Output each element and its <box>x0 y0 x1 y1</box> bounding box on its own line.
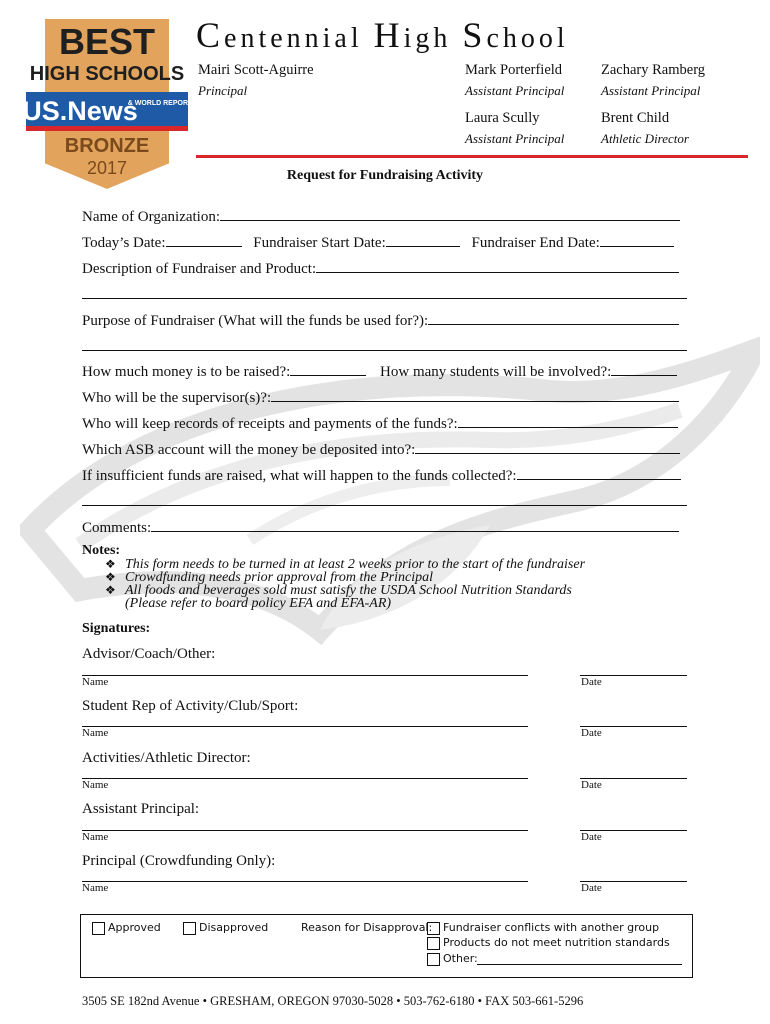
account-label: Which ASB account will the money be deposited into?: <box>82 442 416 458</box>
name-caption: Name <box>82 727 109 739</box>
insufficient-field-line-2[interactable] <box>82 505 687 506</box>
signatures-heading: Signatures: <box>82 621 151 636</box>
staff-athletic-director <box>601 110 689 147</box>
students-label: How many students will be involved?: <box>380 364 612 380</box>
approved-checkbox[interactable] <box>92 922 105 935</box>
date-caption: Date <box>581 676 602 688</box>
money-students-row <box>82 361 677 381</box>
records-label: Who will keep records of receipts and payments of the funds?: <box>82 416 458 432</box>
account-row <box>82 439 680 459</box>
badge-high-schools-text: HIGH SCHOOLS <box>29 63 185 85</box>
school-name-initial-s: S <box>462 15 487 55</box>
reason-other-field[interactable] <box>477 964 682 965</box>
note-item: ❖ Crowdfunding needs prior approval from the Principal <box>105 570 433 585</box>
notes-heading: Notes: <box>82 543 121 558</box>
signature-role-label: Activities/Athletic Director: <box>82 750 251 766</box>
date-caption: Date <box>581 882 602 894</box>
diamond-bullet-icon: ❖ <box>105 583 116 597</box>
purpose-field-line-2[interactable] <box>82 350 687 351</box>
signature-name-line[interactable] <box>82 675 528 676</box>
staff-name: Mairi Scott-Aguirre <box>198 62 314 78</box>
staff-principal <box>198 62 314 99</box>
comments-label: Comments: <box>82 520 152 536</box>
note-item: ❖ All foods and beverages sold must satisfy the USDA School Nutrition Standards <box>105 583 572 598</box>
signature-name-line[interactable] <box>82 726 528 727</box>
staff-role: Principal <box>198 83 248 98</box>
comments-field[interactable] <box>151 517 679 532</box>
description-label: Description of Fundraiser and Product: <box>82 261 317 277</box>
staff-assistant-principal-1 <box>465 62 564 99</box>
form-title: Request for Fundraising Activity <box>286 168 484 183</box>
name-caption: Name <box>82 882 109 894</box>
header-divider <box>196 155 748 158</box>
note-item: ❖ This form needs to be turned in at least 2 weeks prior to the start of the fundraiser <box>105 557 586 572</box>
signature-role-label: Assistant Principal: <box>82 801 200 817</box>
supervisor-field[interactable] <box>271 387 679 402</box>
school-name <box>196 14 569 56</box>
staff-assistant-principal-2 <box>601 62 705 99</box>
insufficient-row <box>82 465 681 485</box>
badge-tier-text: BRONZE <box>64 135 150 157</box>
name-caption: Name <box>82 676 109 688</box>
staff-name: Laura Scully <box>465 110 540 126</box>
staff-role: Assistant Principal <box>465 131 565 146</box>
disapproved-checkbox[interactable] <box>183 922 196 935</box>
school-name-part-igh: igh <box>403 23 463 54</box>
start-date-field[interactable] <box>386 232 460 247</box>
footer-address: 3505 SE 182nd Avenue • GRESHAM, OREGON 97030-5028 • 503-762-6180 • FAX 503-661-5296 <box>82 994 584 1008</box>
org-name-field[interactable] <box>220 206 680 221</box>
signature-role-label: Student Rep of Activity/Club/Sport: <box>82 698 299 714</box>
best-high-schools-badge <box>22 14 192 194</box>
today-date-label: Today’s Date: <box>82 235 166 251</box>
start-date-label: Fundraiser Start Date: <box>253 235 386 251</box>
staff-assistant-principal-3 <box>465 110 564 147</box>
name-caption: Name <box>82 779 109 791</box>
badge-brand-text: US.News <box>22 96 138 126</box>
today-date-field[interactable] <box>166 232 242 247</box>
org-name-label: Name of Organization: <box>82 209 221 225</box>
dates-row <box>82 232 674 252</box>
reason-conflict-label: Fundraiser conflicts with another group <box>443 921 660 934</box>
purpose-field[interactable] <box>428 310 679 325</box>
reason-other-checkbox[interactable] <box>427 953 440 966</box>
diamond-bullet-icon: ❖ <box>105 557 116 571</box>
comments-row <box>82 517 679 537</box>
date-caption: Date <box>581 727 602 739</box>
staff-role: Assistant Principal <box>601 83 701 98</box>
supervisor-label: Who will be the supervisor(s)?: <box>82 390 272 406</box>
signature-role-label: Advisor/Coach/Other: <box>82 646 216 662</box>
insufficient-label: If insufficient funds are raised, what will happen to the funds collected?: <box>82 468 517 484</box>
signature-name-line[interactable] <box>82 830 528 831</box>
insufficient-field[interactable] <box>517 465 681 480</box>
description-field-line-2[interactable] <box>82 298 687 299</box>
staff-role: Assistant Principal <box>465 83 565 98</box>
org-name-row <box>82 206 680 226</box>
supervisor-row <box>82 387 679 407</box>
signature-role-label: Principal (Crowdfunding Only): <box>82 853 276 869</box>
purpose-label: Purpose of Fundraiser (What will the funds be used for?): <box>82 313 429 329</box>
school-name-initial-c: C <box>196 15 225 55</box>
badge-best-text: BEST <box>58 21 156 62</box>
date-caption: Date <box>581 779 602 791</box>
money-label: How much money is to be raised?: <box>82 364 291 380</box>
reason-nutrition-label: Products do not meet nutrition standards <box>443 936 670 949</box>
end-date-label: Fundraiser End Date: <box>471 235 600 251</box>
approved-label: Approved <box>108 921 161 934</box>
badge-brand-sub-text: & WORLD REPORT <box>127 100 192 107</box>
records-field[interactable] <box>458 413 678 428</box>
purpose-row <box>82 310 679 330</box>
school-name-part-chool: chool <box>486 23 569 54</box>
records-row <box>82 413 678 433</box>
signature-name-line[interactable] <box>82 881 528 882</box>
note-continuation: (Please refer to board policy EFA and EFA-AR) <box>125 596 392 611</box>
description-field[interactable] <box>316 258 679 273</box>
name-caption: Name <box>82 831 109 843</box>
reason-other-label: Other: <box>443 952 478 965</box>
staff-name: Mark Porterfield <box>465 62 563 78</box>
reason-conflict-checkbox[interactable] <box>427 922 440 935</box>
badge-year-text: 2017 <box>86 158 128 178</box>
diamond-bullet-icon: ❖ <box>105 570 116 584</box>
description-row <box>82 258 679 278</box>
disapproved-label: Disapproved <box>199 921 269 934</box>
end-date-field[interactable] <box>600 232 674 247</box>
reason-nutrition-checkbox[interactable] <box>427 937 440 950</box>
approval-box <box>80 914 693 978</box>
school-name-initial-h: H <box>373 15 404 55</box>
school-logo-watermark <box>20 330 760 670</box>
account-field[interactable] <box>415 439 680 454</box>
money-field[interactable] <box>290 361 366 376</box>
school-name-part-entennial: entennial <box>224 23 374 54</box>
staff-role: Athletic Director <box>601 131 689 146</box>
signature-name-line[interactable] <box>82 778 528 779</box>
students-field[interactable] <box>611 361 677 376</box>
staff-name: Zachary Ramberg <box>601 62 706 78</box>
reason-label: Reason for Disapproval: <box>301 921 433 934</box>
staff-name: Brent Child <box>601 110 670 126</box>
date-caption: Date <box>581 831 602 843</box>
